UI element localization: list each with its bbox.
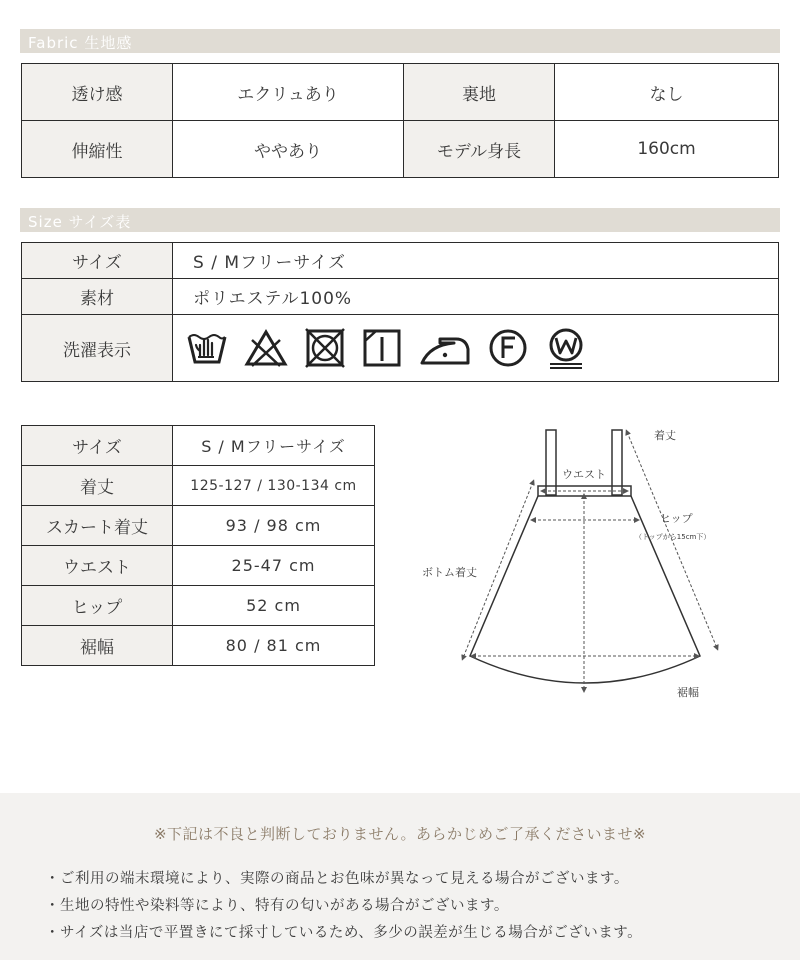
low-iron-icon bbox=[418, 327, 472, 369]
table-row bbox=[22, 466, 375, 506]
table-row bbox=[22, 426, 375, 466]
stretch-label: 伸縮性 bbox=[22, 121, 173, 178]
size-table-label: 裾幅 bbox=[22, 626, 173, 666]
care-label: 洗濯表示 bbox=[22, 315, 173, 382]
size-table-value: S / Mフリーサイズ bbox=[173, 426, 375, 466]
bottom-length-label: ボトム着丈 bbox=[422, 566, 477, 579]
size-table-label: サイズ bbox=[22, 426, 173, 466]
model-height-label: モデル身長 bbox=[404, 121, 555, 178]
material-label: 素材 bbox=[22, 279, 173, 315]
size-table-value: 80 / 81 cm bbox=[173, 626, 375, 666]
hip-note: （トップから15cm下） bbox=[635, 533, 711, 541]
stretch-value: ややあり bbox=[173, 121, 404, 178]
fabric-section-header bbox=[20, 29, 780, 53]
care-icons-cell bbox=[173, 315, 779, 382]
model-height-value: 160cm bbox=[555, 121, 779, 178]
notes-item: ・ご利用の端末環境により、実際の商品とお色味が異なって見える場合がございます。 bbox=[45, 871, 629, 887]
size-table-label: ウエスト bbox=[22, 546, 173, 586]
notes-heading: ※下記は不良と判断しておりません。あらかじめご了承くださいませ※ bbox=[153, 825, 647, 843]
size-section-title: Size サイズ表 bbox=[28, 213, 132, 231]
hem-label: 裾幅 bbox=[677, 686, 699, 699]
table-row bbox=[22, 315, 779, 382]
sheerness-label: 透け感 bbox=[22, 64, 173, 121]
size-section-header bbox=[20, 208, 780, 232]
size-table-label: 着丈 bbox=[22, 466, 173, 506]
table-row bbox=[22, 243, 779, 279]
table-row bbox=[22, 279, 779, 315]
care-icons bbox=[174, 327, 777, 369]
table-row bbox=[22, 546, 375, 586]
notes-item: ・生地の特性や染料等により、特有の匂いがある場合がございます。 bbox=[45, 898, 509, 914]
notes-panel bbox=[0, 793, 800, 960]
table-row bbox=[22, 626, 375, 666]
size-table-value: 52 cm bbox=[173, 586, 375, 626]
wet-clean-w-icon bbox=[544, 327, 588, 369]
size-measurement-table bbox=[21, 425, 375, 666]
lining-value: なし bbox=[555, 64, 779, 121]
size-value: S / Mフリーサイズ bbox=[173, 243, 779, 279]
length-label: 着丈 bbox=[654, 429, 676, 442]
notes-item: ・サイズは当店で平置きにて採寸しているため、多少の誤差が生じる場合がございます。 bbox=[45, 925, 643, 941]
fabric-section-title: Fabric 生地感 bbox=[28, 34, 133, 52]
dry-clean-f-icon bbox=[488, 328, 528, 368]
size-table-label: ヒップ bbox=[22, 586, 173, 626]
table-row bbox=[22, 506, 375, 546]
table-row bbox=[22, 586, 375, 626]
hip-label: ヒップ bbox=[660, 512, 693, 525]
size-table-value: 125-127 / 130-134 cm bbox=[173, 466, 375, 506]
waist-label: ウエスト bbox=[562, 468, 606, 481]
hand-wash-icon bbox=[186, 327, 228, 369]
size-table-label: スカート着丈 bbox=[22, 506, 173, 546]
lining-label: 裏地 bbox=[404, 64, 555, 121]
no-tumble-dry-icon bbox=[304, 327, 346, 369]
no-bleach-icon bbox=[244, 328, 288, 368]
material-value: ポリエステル100% bbox=[173, 279, 779, 315]
size-label: サイズ bbox=[22, 243, 173, 279]
size-table-value: 93 / 98 cm bbox=[173, 506, 375, 546]
table-row bbox=[22, 64, 779, 121]
line-dry-shade-icon bbox=[362, 327, 402, 369]
fabric-table bbox=[21, 63, 779, 178]
garment-measurement-diagram bbox=[405, 420, 765, 720]
table-row bbox=[22, 121, 779, 178]
size-info-table bbox=[21, 242, 779, 382]
size-table-value: 25-47 cm bbox=[173, 546, 375, 586]
sheerness-value: エクリュあり bbox=[173, 64, 404, 121]
